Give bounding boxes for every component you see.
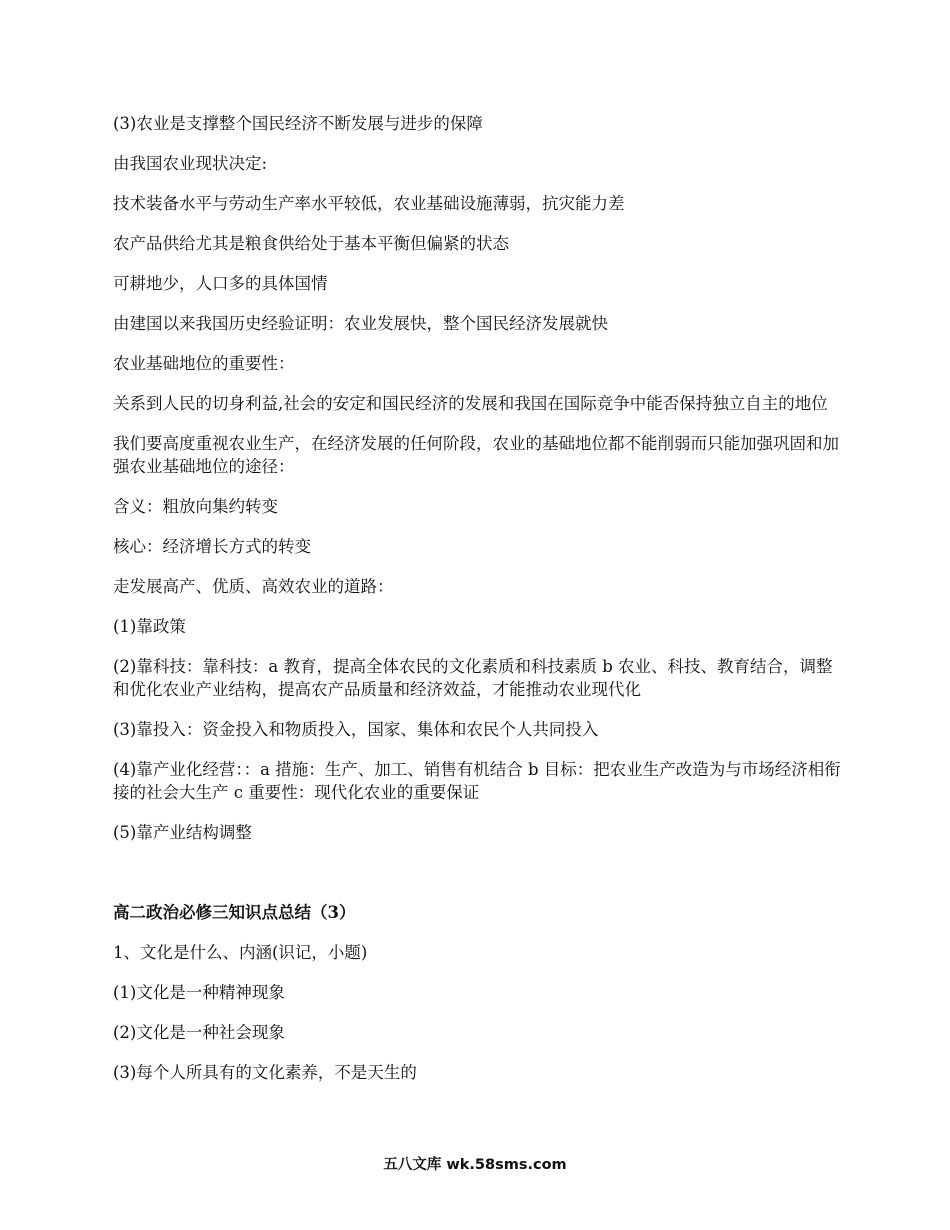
paragraph: (3)农业是支撑整个国民经济不断发展与进步的保障 [113,114,483,133]
paragraph: 核心：经济增长方式的转变 [113,537,311,556]
paragraph-group-a [113,112,841,844]
paragraph: (1)靠政策 [113,617,186,636]
paragraph: (2)靠科技：靠科技：a 教育，提高全体农民的文化素质和科技素质 b 农业、科技、教育结合，调整和优化农业产业结构，提高农产品质量和经济效益，才能推动农业现代化 [113,657,833,699]
paragraph: 农产品供给尤其是粮食供给处于基本平衡但偏紧的状态 [113,234,509,253]
paragraph: 走发展高产、优质、高效农业的道路： [113,577,394,596]
section-heading: 高二政治必修三知识点总结（3） [113,903,356,922]
paragraph: (4)靠产业化经营：：a 措施：生产、加工、销售有机结合 b 目标：把农业生产改造为与市场经济相衔接的社会大生产 c 重要性：现代化农业的重要保证 [113,760,841,802]
paragraph: (3)靠投入：资金投入和物质投入，国家、集体和农民个人共同投入 [113,720,599,739]
paragraph: 关系到人民的切身利益,社会的安定和国民经济的发展和我国在国际竞争中能否保持独立自主的地位 [113,394,828,413]
paragraph: 1、文化是什么、内涵(识记，小题) [113,943,368,962]
paragraph: (3)每个人所具有的文化素养，不是天生的 [113,1063,417,1082]
paragraph: (2)文化是一种社会现象 [113,1023,285,1042]
paragraph: (1)文化是一种精神现象 [113,983,285,1002]
section-spacer [113,861,841,901]
paragraph-group-b [113,941,841,1084]
paragraph: 技术装备水平与劳动生产率水平较低，农业基础设施薄弱，抗灾能力差 [113,194,625,213]
paragraph: 含义：粗放向集约转变 [113,497,278,516]
paragraph: 农业基础地位的重要性： [113,354,295,373]
paragraph: (5)靠产业结构调整 [113,823,252,842]
paragraph: 由建国以来我国历史经验证明：农业发展快，整个国民经济发展就快 [113,314,608,333]
page-footer: 五八文库 wk.58sms.com [383,1157,567,1173]
paragraph: 由我国农业现状决定: [113,154,268,173]
paragraph: 我们要高度重视农业生产，在经济发展的任何阶段，农业的基础地位都不能削弱而只能加强巩固和加强农业基础地位的途径： [113,434,839,476]
paragraph: 可耕地少，人口多的具体国情 [113,274,328,293]
document-page [113,112,841,1101]
